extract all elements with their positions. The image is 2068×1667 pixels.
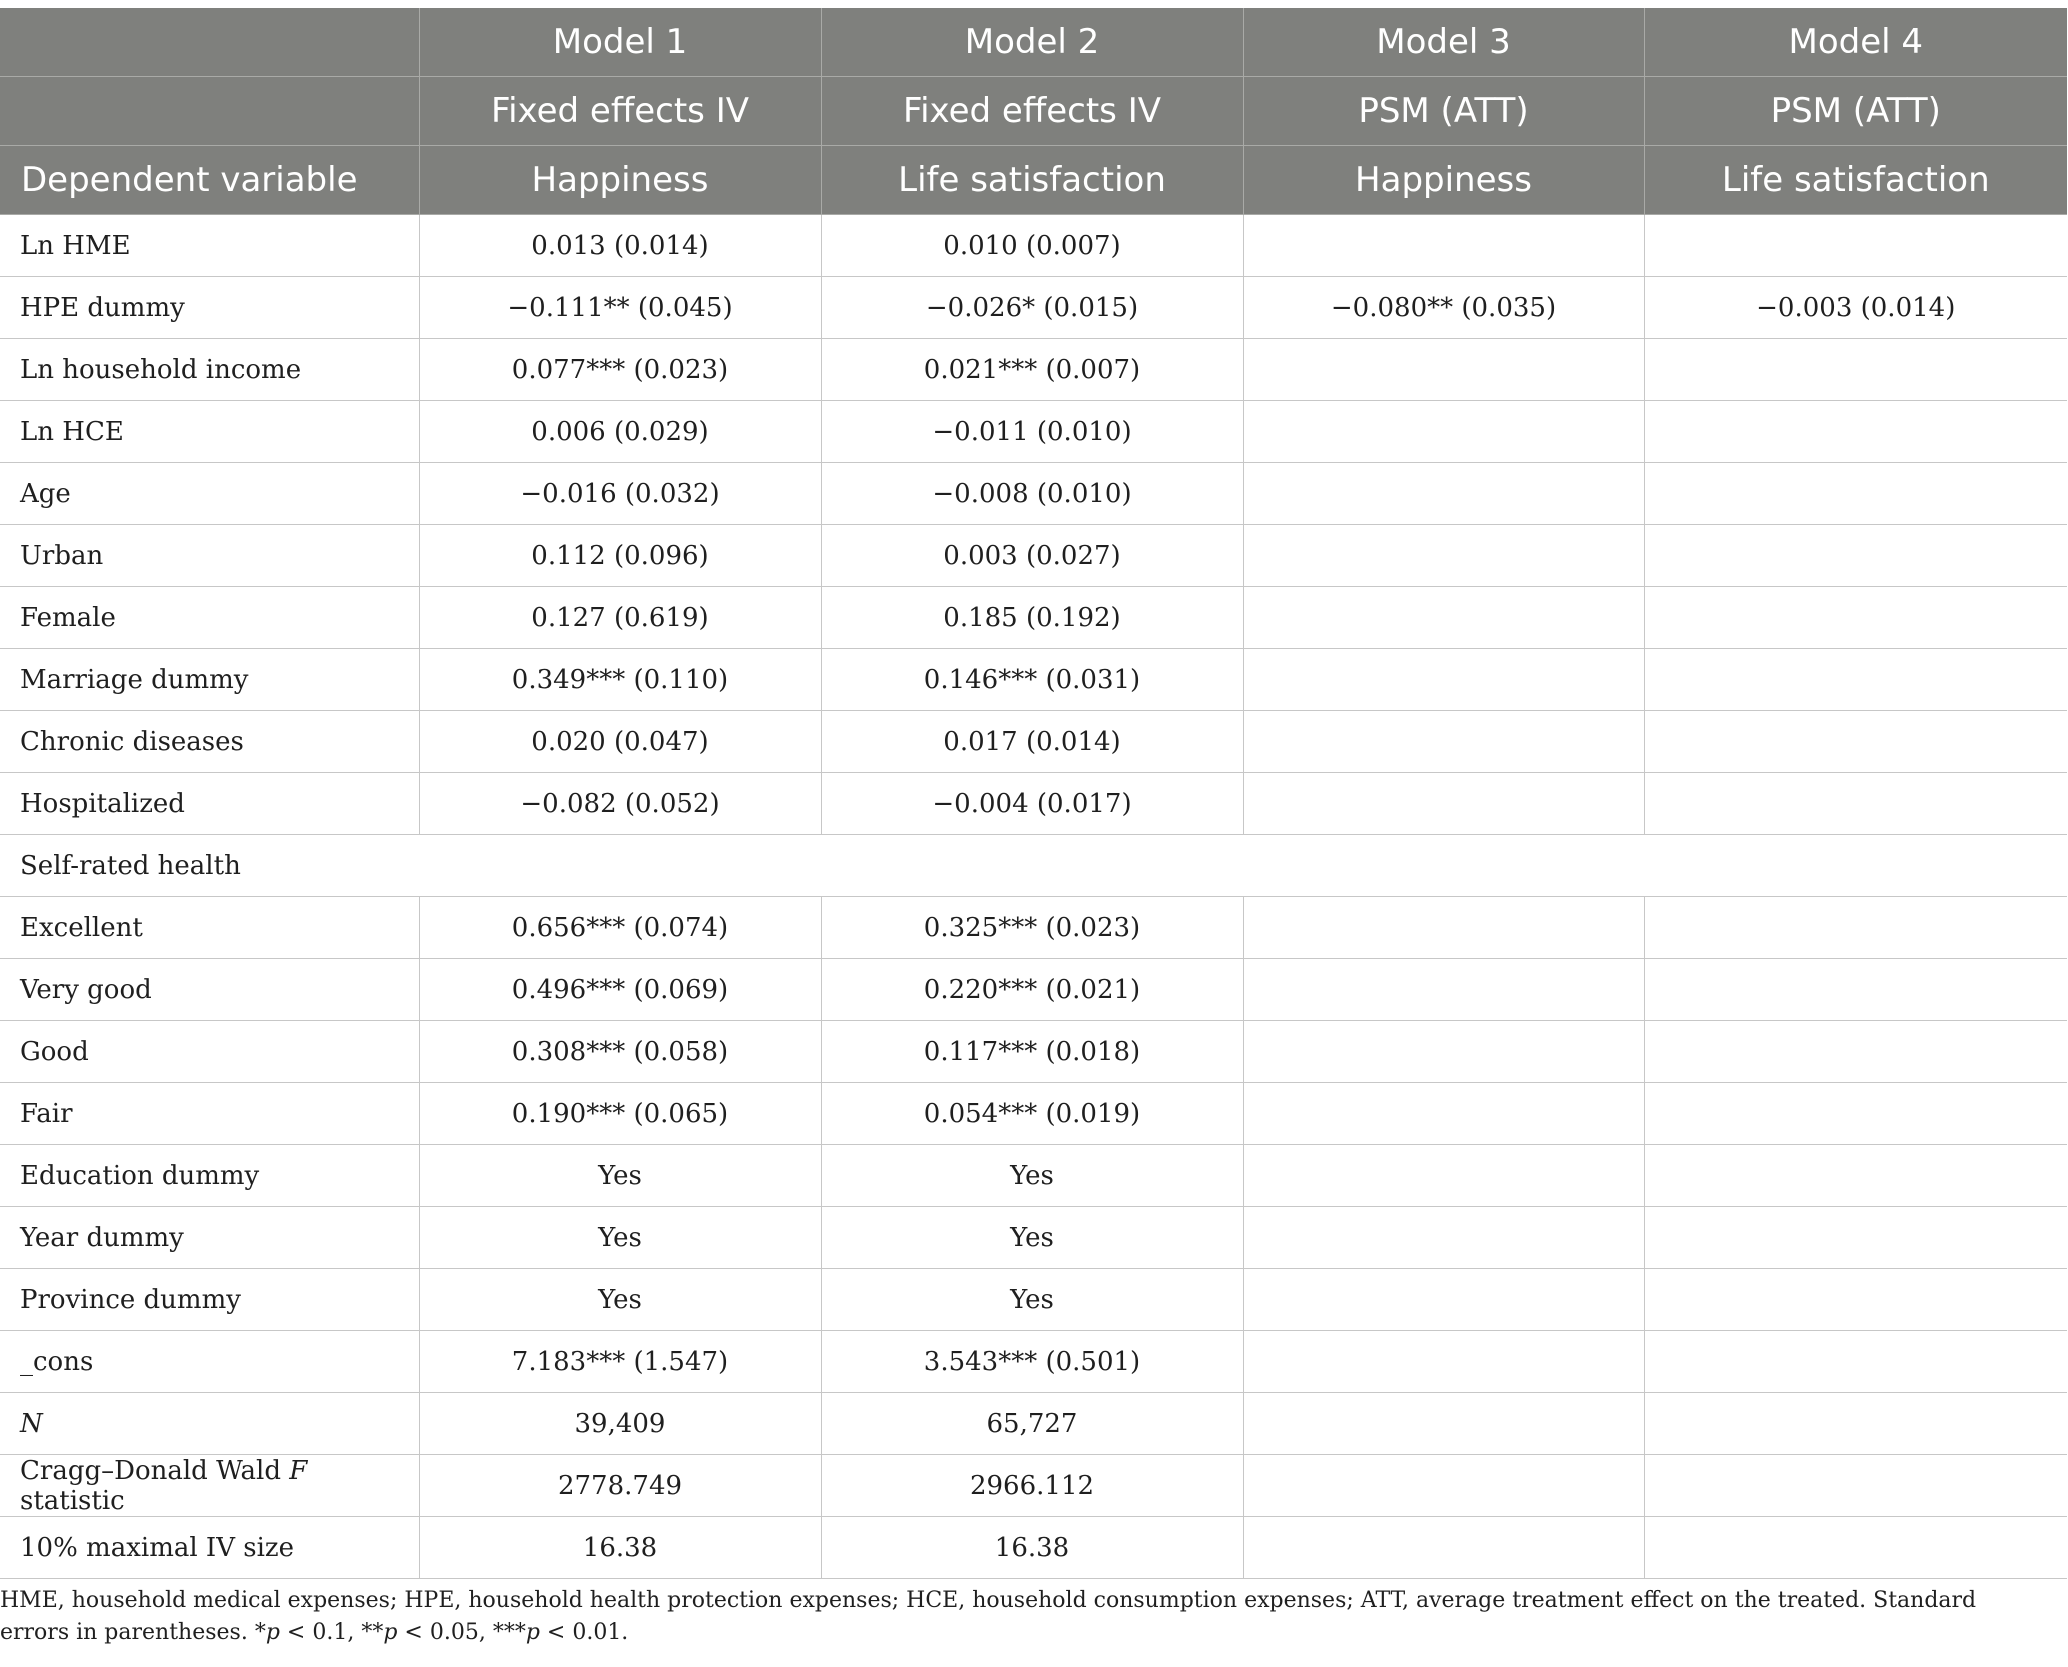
cell-model-3 xyxy=(1243,215,1644,277)
row-label: Female xyxy=(0,587,419,649)
table-header xyxy=(0,8,2067,215)
footnote-part: p xyxy=(265,1620,280,1645)
row-label: Province dummy xyxy=(0,1269,419,1331)
cell-model-2: 0.003 (0.027) xyxy=(821,525,1243,587)
cell-model-2: −0.026* (0.015) xyxy=(821,277,1243,339)
cell-model-1: 2778.749 xyxy=(419,1455,821,1517)
cell-model-1: 7.183*** (1.547) xyxy=(419,1331,821,1393)
cell-model-3: −0.080** (0.035) xyxy=(1243,277,1644,339)
cell-model-3 xyxy=(1243,897,1644,959)
cell-model-3 xyxy=(1243,339,1644,401)
header-cell: Life satisfaction xyxy=(1644,146,2067,215)
cell-model-3 xyxy=(1243,1021,1644,1083)
table-row xyxy=(0,1393,2067,1455)
row-label: Chronic diseases xyxy=(0,711,419,773)
cell-model-2: 3.543*** (0.501) xyxy=(821,1331,1243,1393)
cell-model-4 xyxy=(1644,339,2067,401)
footnote-text: HME, household medical expenses; HPE, household health protection expenses; HCE, household consumption expenses; ATT, average treatment effect on the treated. Standard errors in parentheses. xyxy=(0,1588,1977,1645)
regression-results-table xyxy=(0,8,2067,1579)
cell-model-3 xyxy=(1243,1455,1644,1517)
row-label: 10% maximal IV size xyxy=(0,1517,419,1579)
row-label xyxy=(0,1455,419,1517)
table-row xyxy=(0,1083,2067,1145)
cell-model-2: 0.117*** (0.018) xyxy=(821,1021,1243,1083)
cell-model-3 xyxy=(1243,711,1644,773)
cell-model-4 xyxy=(1644,773,2067,835)
row-label: Excellent xyxy=(0,897,419,959)
cell-model-3 xyxy=(1243,525,1644,587)
footnote-part: *** xyxy=(492,1620,526,1645)
table-row xyxy=(0,959,2067,1021)
cell-model-2: −0.004 (0.017) xyxy=(821,773,1243,835)
cell-model-2: Yes xyxy=(821,1207,1243,1269)
cell-model-2: 65,727 xyxy=(821,1393,1243,1455)
table-row xyxy=(0,587,2067,649)
cell-model-1: 0.349*** (0.110) xyxy=(419,649,821,711)
cell-model-1: 0.006 (0.029) xyxy=(419,401,821,463)
row-label-part: Cragg–Donald Wald xyxy=(20,1455,290,1486)
header-row-model xyxy=(0,8,2067,77)
cell-model-4 xyxy=(1644,1145,2067,1207)
cell-model-1: 0.020 (0.047) xyxy=(419,711,821,773)
row-label: Urban xyxy=(0,525,419,587)
cell-model-4 xyxy=(1644,215,2067,277)
table-row xyxy=(0,773,2067,835)
row-label: _cons xyxy=(0,1331,419,1393)
cell-model-4 xyxy=(1644,711,2067,773)
cell-model-4 xyxy=(1644,1207,2067,1269)
row-label: Fair xyxy=(0,1083,419,1145)
header-cell: Happiness xyxy=(1243,146,1644,215)
cell-model-1: −0.016 (0.032) xyxy=(419,463,821,525)
header-cell xyxy=(0,77,419,146)
cell-model-3 xyxy=(1243,773,1644,835)
row-label: HPE dummy xyxy=(0,277,419,339)
header-row-method xyxy=(0,77,2067,146)
cell-model-1: Yes xyxy=(419,1207,821,1269)
cell-model-4 xyxy=(1644,1517,2067,1579)
cell-model-1: Yes xyxy=(419,1145,821,1207)
row-label: Ln HME xyxy=(0,215,419,277)
cell-model-3 xyxy=(1243,1331,1644,1393)
header-cell: Happiness xyxy=(419,146,821,215)
cell-model-3 xyxy=(1243,1269,1644,1331)
cell-model-1: 0.190*** (0.065) xyxy=(419,1083,821,1145)
cell-model-4 xyxy=(1644,401,2067,463)
cell-model-1: 0.496*** (0.069) xyxy=(419,959,821,1021)
row-label: Good xyxy=(0,1021,419,1083)
header-cell: Model 2 xyxy=(821,8,1243,77)
cell-model-3 xyxy=(1243,959,1644,1021)
row-label-part: statistic xyxy=(20,1485,125,1516)
header-cell: Model 1 xyxy=(419,8,821,77)
cell-model-1: Yes xyxy=(419,1269,821,1331)
table-row xyxy=(0,339,2067,401)
row-label: Marriage dummy xyxy=(0,649,419,711)
section-label: Self-rated health xyxy=(0,835,2067,897)
cell-model-1: 0.077*** (0.023) xyxy=(419,339,821,401)
cell-model-1: 0.013 (0.014) xyxy=(419,215,821,277)
cell-model-2: −0.008 (0.010) xyxy=(821,463,1243,525)
cell-model-2: −0.011 (0.010) xyxy=(821,401,1243,463)
cell-model-4 xyxy=(1644,463,2067,525)
cell-model-3 xyxy=(1243,649,1644,711)
header-cell: PSM (ATT) xyxy=(1243,77,1644,146)
row-label: Age xyxy=(0,463,419,525)
row-label: N xyxy=(0,1393,419,1455)
table-row xyxy=(0,277,2067,339)
header-cell: Model 3 xyxy=(1243,8,1644,77)
table-row xyxy=(0,1207,2067,1269)
cell-model-3 xyxy=(1243,401,1644,463)
row-label: Ln HCE xyxy=(0,401,419,463)
cell-model-2: 0.146*** (0.031) xyxy=(821,649,1243,711)
header-row-dependent-variable xyxy=(0,146,2067,215)
cell-model-2: 0.220*** (0.021) xyxy=(821,959,1243,1021)
cell-model-4 xyxy=(1644,1331,2067,1393)
cell-model-3 xyxy=(1243,463,1644,525)
table-row xyxy=(0,1517,2067,1579)
header-cell: PSM (ATT) xyxy=(1644,77,2067,146)
cell-model-1: 0.308*** (0.058) xyxy=(419,1021,821,1083)
cell-model-2: 0.185 (0.192) xyxy=(821,587,1243,649)
cell-model-1: −0.082 (0.052) xyxy=(419,773,821,835)
cell-model-2: 0.021*** (0.007) xyxy=(821,339,1243,401)
cell-model-4 xyxy=(1644,1393,2067,1455)
cell-model-4 xyxy=(1644,525,2067,587)
footnote-part: p xyxy=(525,1620,540,1645)
cell-model-1: 0.656*** (0.074) xyxy=(419,897,821,959)
cell-model-2: 16.38 xyxy=(821,1517,1243,1579)
header-cell: Dependent variable xyxy=(0,146,419,215)
cell-model-2: Yes xyxy=(821,1145,1243,1207)
results-table-container xyxy=(0,8,2068,1579)
table-row xyxy=(0,649,2067,711)
row-label-part: F xyxy=(289,1455,308,1486)
cell-model-3 xyxy=(1243,1207,1644,1269)
table-row xyxy=(0,897,2067,959)
cell-model-4 xyxy=(1644,1269,2067,1331)
cell-model-2: 0.010 (0.007) xyxy=(821,215,1243,277)
header-cell: Fixed effects IV xyxy=(821,77,1243,146)
cell-model-3 xyxy=(1243,587,1644,649)
table-row xyxy=(0,215,2067,277)
footnote-part: p xyxy=(383,1620,398,1645)
row-label: Ln household income xyxy=(0,339,419,401)
row-label: Year dummy xyxy=(0,1207,419,1269)
cell-model-1: 16.38 xyxy=(419,1517,821,1579)
cell-model-4 xyxy=(1644,649,2067,711)
cell-model-2: 0.325*** (0.023) xyxy=(821,897,1243,959)
cell-model-4 xyxy=(1644,897,2067,959)
cell-model-4 xyxy=(1644,1455,2067,1517)
table-row xyxy=(0,1145,2067,1207)
cell-model-2: 0.017 (0.014) xyxy=(821,711,1243,773)
cell-model-4 xyxy=(1644,1083,2067,1145)
table-row xyxy=(0,1455,2067,1517)
cell-model-1: 39,409 xyxy=(419,1393,821,1455)
cell-model-2: Yes xyxy=(821,1269,1243,1331)
table-row xyxy=(0,401,2067,463)
table-body xyxy=(0,215,2067,1579)
header-cell: Model 4 xyxy=(1644,8,2067,77)
row-label: Education dummy xyxy=(0,1145,419,1207)
cell-model-4: −0.003 (0.014) xyxy=(1644,277,2067,339)
row-label: Hospitalized xyxy=(0,773,419,835)
cell-model-4 xyxy=(1644,1021,2067,1083)
cell-model-3 xyxy=(1243,1145,1644,1207)
table-row xyxy=(0,711,2067,773)
footnote-part: * xyxy=(254,1620,266,1645)
cell-model-2: 0.054*** (0.019) xyxy=(821,1083,1243,1145)
footnote-part: < 0.01. xyxy=(539,1620,629,1645)
header-cell xyxy=(0,8,419,77)
table-row xyxy=(0,1331,2067,1393)
header-cell: Fixed effects IV xyxy=(419,77,821,146)
table-footnote xyxy=(0,1585,2040,1649)
header-cell: Life satisfaction xyxy=(821,146,1243,215)
section-row-self-rated-health xyxy=(0,835,2067,897)
cell-model-4 xyxy=(1644,587,2067,649)
table-row xyxy=(0,463,2067,525)
cell-model-3 xyxy=(1243,1393,1644,1455)
cell-model-3 xyxy=(1243,1083,1644,1145)
cell-model-1: 0.112 (0.096) xyxy=(419,525,821,587)
table-row xyxy=(0,525,2067,587)
footnote-part: < 0.1, xyxy=(279,1620,362,1645)
table-row xyxy=(0,1021,2067,1083)
cell-model-1: −0.111** (0.045) xyxy=(419,277,821,339)
footnote-part: < 0.05, xyxy=(397,1620,493,1645)
cell-model-3 xyxy=(1243,1517,1644,1579)
row-label: Very good xyxy=(0,959,419,1021)
cell-model-4 xyxy=(1644,959,2067,1021)
table-row xyxy=(0,1269,2067,1331)
cell-model-2: 2966.112 xyxy=(821,1455,1243,1517)
cell-model-1: 0.127 (0.619) xyxy=(419,587,821,649)
footnote-part: ** xyxy=(361,1620,384,1645)
